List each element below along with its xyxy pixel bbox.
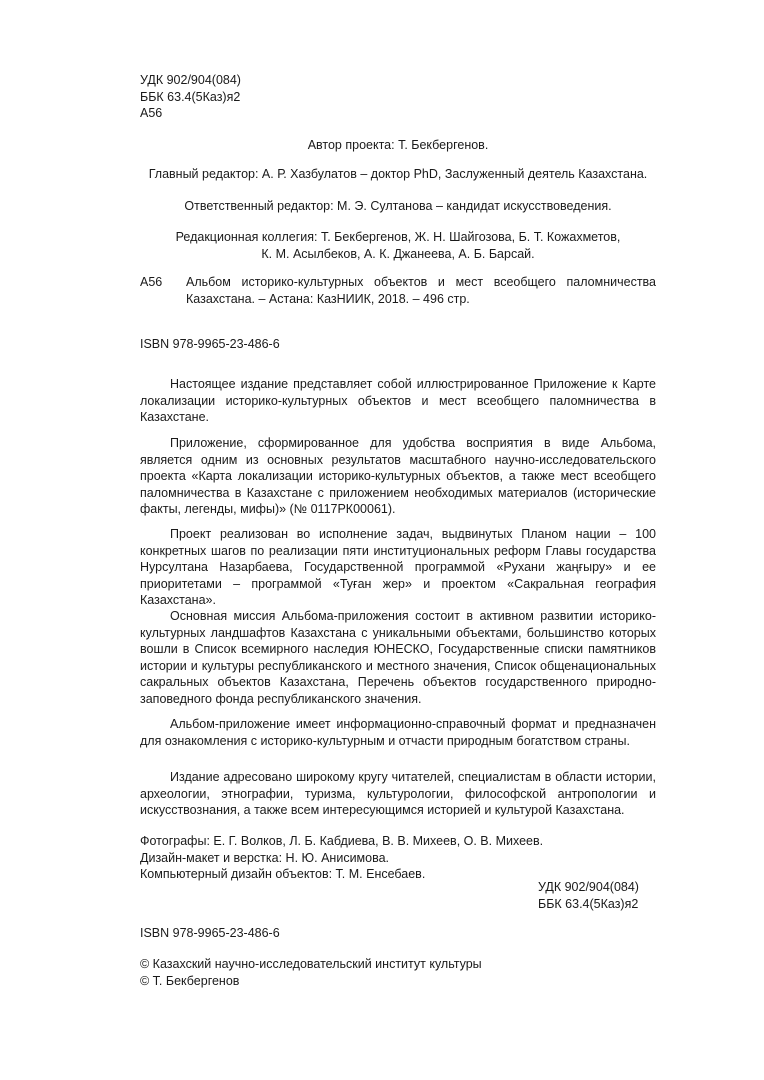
paragraph-text: Издание адресовано широкому кругу читателей, специалистам в области истории, археологии, этнографии, туризма, культурологии, философской антропологии и искусствознания, а также всем интересующимся историей и культурой Казахстана.	[140, 770, 656, 817]
footer-bbk-code: ББК 63.4(5Каз)я2	[538, 896, 639, 911]
editorial-board-line-1: Редакционная коллегия: Т. Бекбергенов, Ж. Н. Шайгозова, Б. Т. Кожахметов,	[175, 230, 621, 244]
isbn-top: ISBN 978-9965-23-486-6	[140, 337, 280, 351]
footer-udk-code: УДК 902/904(084)	[538, 880, 639, 894]
body-paragraph	[140, 376, 656, 426]
catalog-description: Альбом историко-культурных объектов и мест всеобщего паломничества Казахстана. – Астана: КазНИИК, 2018. – 496 стр.	[186, 275, 656, 306]
photographers: Фотографы: Е. Г. Волков, Л. Б. Кабдиева, В. В. Михеев, О. В. Михеев.	[140, 834, 544, 848]
body-paragraph	[140, 716, 656, 749]
paragraph-text: Настоящее издание представляет собой иллюстрированное Приложение к Карте локализации историко-культурных объектов и мест всеобщего паломничества в Казахстане.	[140, 377, 656, 424]
copyright-block	[140, 956, 482, 989]
responsible-editor: Ответственный редактор: М. Э. Султанова – кандидат искусствоведения.	[184, 199, 612, 213]
chief-editor: Главный редактор: А. Р. Хазбулатов – доктор PhD, Заслуженный деятель Казахстана.	[148, 167, 648, 181]
body-paragraph	[140, 608, 656, 707]
paragraph-text: Проект реализован во исполнение задач, выдвинутых Планом нации – 100 конкретных шагов по реализации пяти институциональных реформ Главы государства Нурсултана Назарбаева, Государственной программой «Рухани жаңғыру» и ее приоритетами – программой «Туған жер» и проектом «Сакральная география Казахстана».	[140, 527, 656, 607]
project-author: Автор проекта: Т. Бекбергенов.	[307, 138, 489, 152]
isbn-bottom: ISBN 978-9965-23-486-6	[140, 926, 280, 940]
author-mark-code: А56	[140, 106, 163, 120]
footer-codes	[538, 879, 639, 912]
editorial-board-line-2: К. М. Асылбеков, А. К. Джанеева, А. Б. Барсай.	[261, 246, 535, 261]
body-paragraph	[140, 435, 656, 518]
catalog-code: А56	[140, 275, 163, 289]
paragraph-text: Альбом-приложение имеет информационно-справочный формат и предназначен для ознакомления с историко-культурным и отчасти природным богатством страны.	[140, 717, 656, 748]
paragraph-text: Основная миссия Альбома-приложения состоит в активном развитии историко-культурных ландшафтов Казахстана с уникальными объектами, большинство которых вошли в Список всемирного наследия ЮНЕСКО, Государственные списки памятников истории и культуры республиканского и местного значения, Список общенациональных сакральных объектов Казахстана, Перечень объектов государственного природно-заповедного фонда республиканского значения.	[140, 609, 656, 706]
editorial-board	[140, 229, 656, 262]
body-paragraph	[140, 526, 656, 609]
layout-designer: Дизайн-макет и верстка: Н. Ю. Анисимова.	[140, 850, 390, 865]
computer-designer: Компьютерный дизайн объектов: Т. М. Енсебаев.	[140, 867, 426, 881]
copyright-author: © Т. Бекбергенов	[140, 973, 240, 988]
body-paragraph	[140, 769, 656, 819]
udk-code: УДК 902/904(084)	[140, 73, 241, 87]
header-codes	[140, 72, 241, 122]
bbk-code: ББК 63.4(5Каз)я2	[140, 89, 241, 104]
paragraph-text: Приложение, сформированное для удобства восприятия в виде Альбома, является одним из основных результатов масштабного научно-исследовательского проекта «Карта локализации историко-культурных объектов, а также мест всеобщего паломничества в Казахстане с приложением необходимых материалов (исторические факты, легенды, мифы)» (№ 0117РК00061).	[140, 436, 656, 516]
copyright-institute: © Казахский научно-исследовательский институт культуры	[140, 957, 482, 971]
staff-credits	[140, 833, 543, 883]
